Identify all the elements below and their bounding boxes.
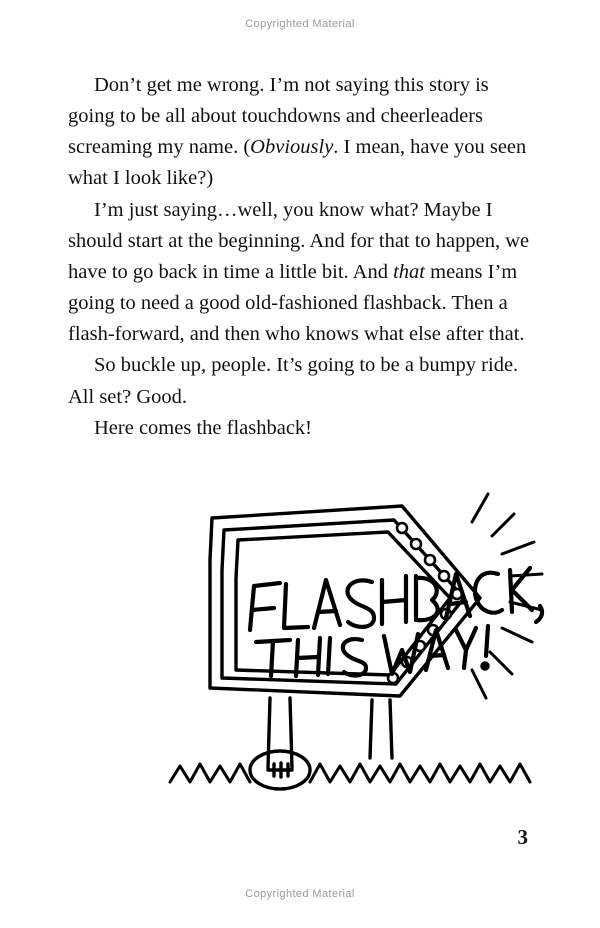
- text-run: Obviously: [250, 136, 334, 159]
- sign-posts: [268, 698, 392, 768]
- page-body-text: [68, 70, 536, 444]
- paragraph-4: [68, 413, 536, 444]
- watermark-bottom: Copyrighted Material: [245, 888, 355, 900]
- text-run: that: [393, 260, 425, 283]
- sign-lettering-line-1: [250, 568, 542, 630]
- text-run: I’m just saying…well, you know what? Maybe I should start at the beginning. And for that to happen, we have to go back in time a little bit. And: [68, 198, 530, 283]
- text-run: Don’t get me wrong. I’m not saying this story is going to be all about touchdowns and cheerleaders screaming my name. (: [68, 74, 489, 159]
- paragraph-2: [68, 195, 536, 351]
- page-number: 3: [517, 825, 528, 849]
- arrow-sign-board: [210, 506, 480, 696]
- text-run: Here comes the flashback!: [94, 416, 312, 439]
- text-run: . I mean, have you seen what I look like?): [68, 136, 527, 190]
- text-run: So buckle up, people. It’s going to be a bumpy ride. All set? Good.: [68, 354, 519, 408]
- grass-line: [170, 764, 530, 782]
- paragraph-3: [68, 350, 536, 412]
- football-icon: [250, 751, 310, 789]
- watermark-top: Copyrighted Material: [245, 18, 355, 30]
- paragraph-1: [68, 70, 536, 195]
- text-run: means I’m going to need a good old-fashioned flashback. Then a flash-forward, and then who knows what else after that.: [68, 260, 525, 346]
- flashback-sign-illustration: [150, 470, 570, 820]
